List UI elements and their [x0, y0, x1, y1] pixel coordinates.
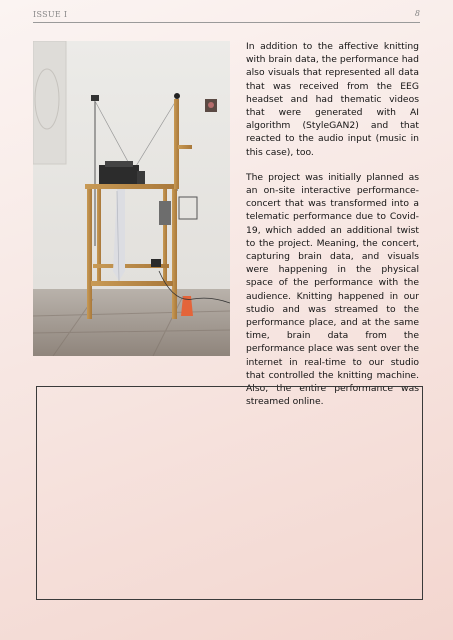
page-number: 8 [414, 9, 420, 18]
installation-photo [33, 41, 230, 356]
article-paragraph-2: The project was initially planned as an on-site interactive performance-concert that was transformed into a telematic performance due to Covid-19, which added an additional twist to the project. Meaning, the concert, capturing brain data, and visuals were happening in the physical space of the performance with the audience. Knitting happened in our studio and was streamed to the performance place, and at the same time, brain data from the performance place was sent over the internet in real-time to our studio that controlled the knitting machine. Also, the entire performance was streamed online. [246, 171, 419, 408]
issue-label: ISSUE I [33, 10, 68, 19]
page-header [33, 8, 420, 23]
article-body [246, 40, 419, 420]
knitting-machine-photo-icon [33, 41, 230, 356]
article-paragraph-1: In addition to the affective knitting with brain data, the performance had also visuals that represented all data that was received from the EEG headset and had thematic videos that were generated with AI algorithm (StyleGAN2) and that reacted to the audio input (music in this case), too. [246, 41, 419, 158]
empty-frame-box [36, 386, 423, 600]
